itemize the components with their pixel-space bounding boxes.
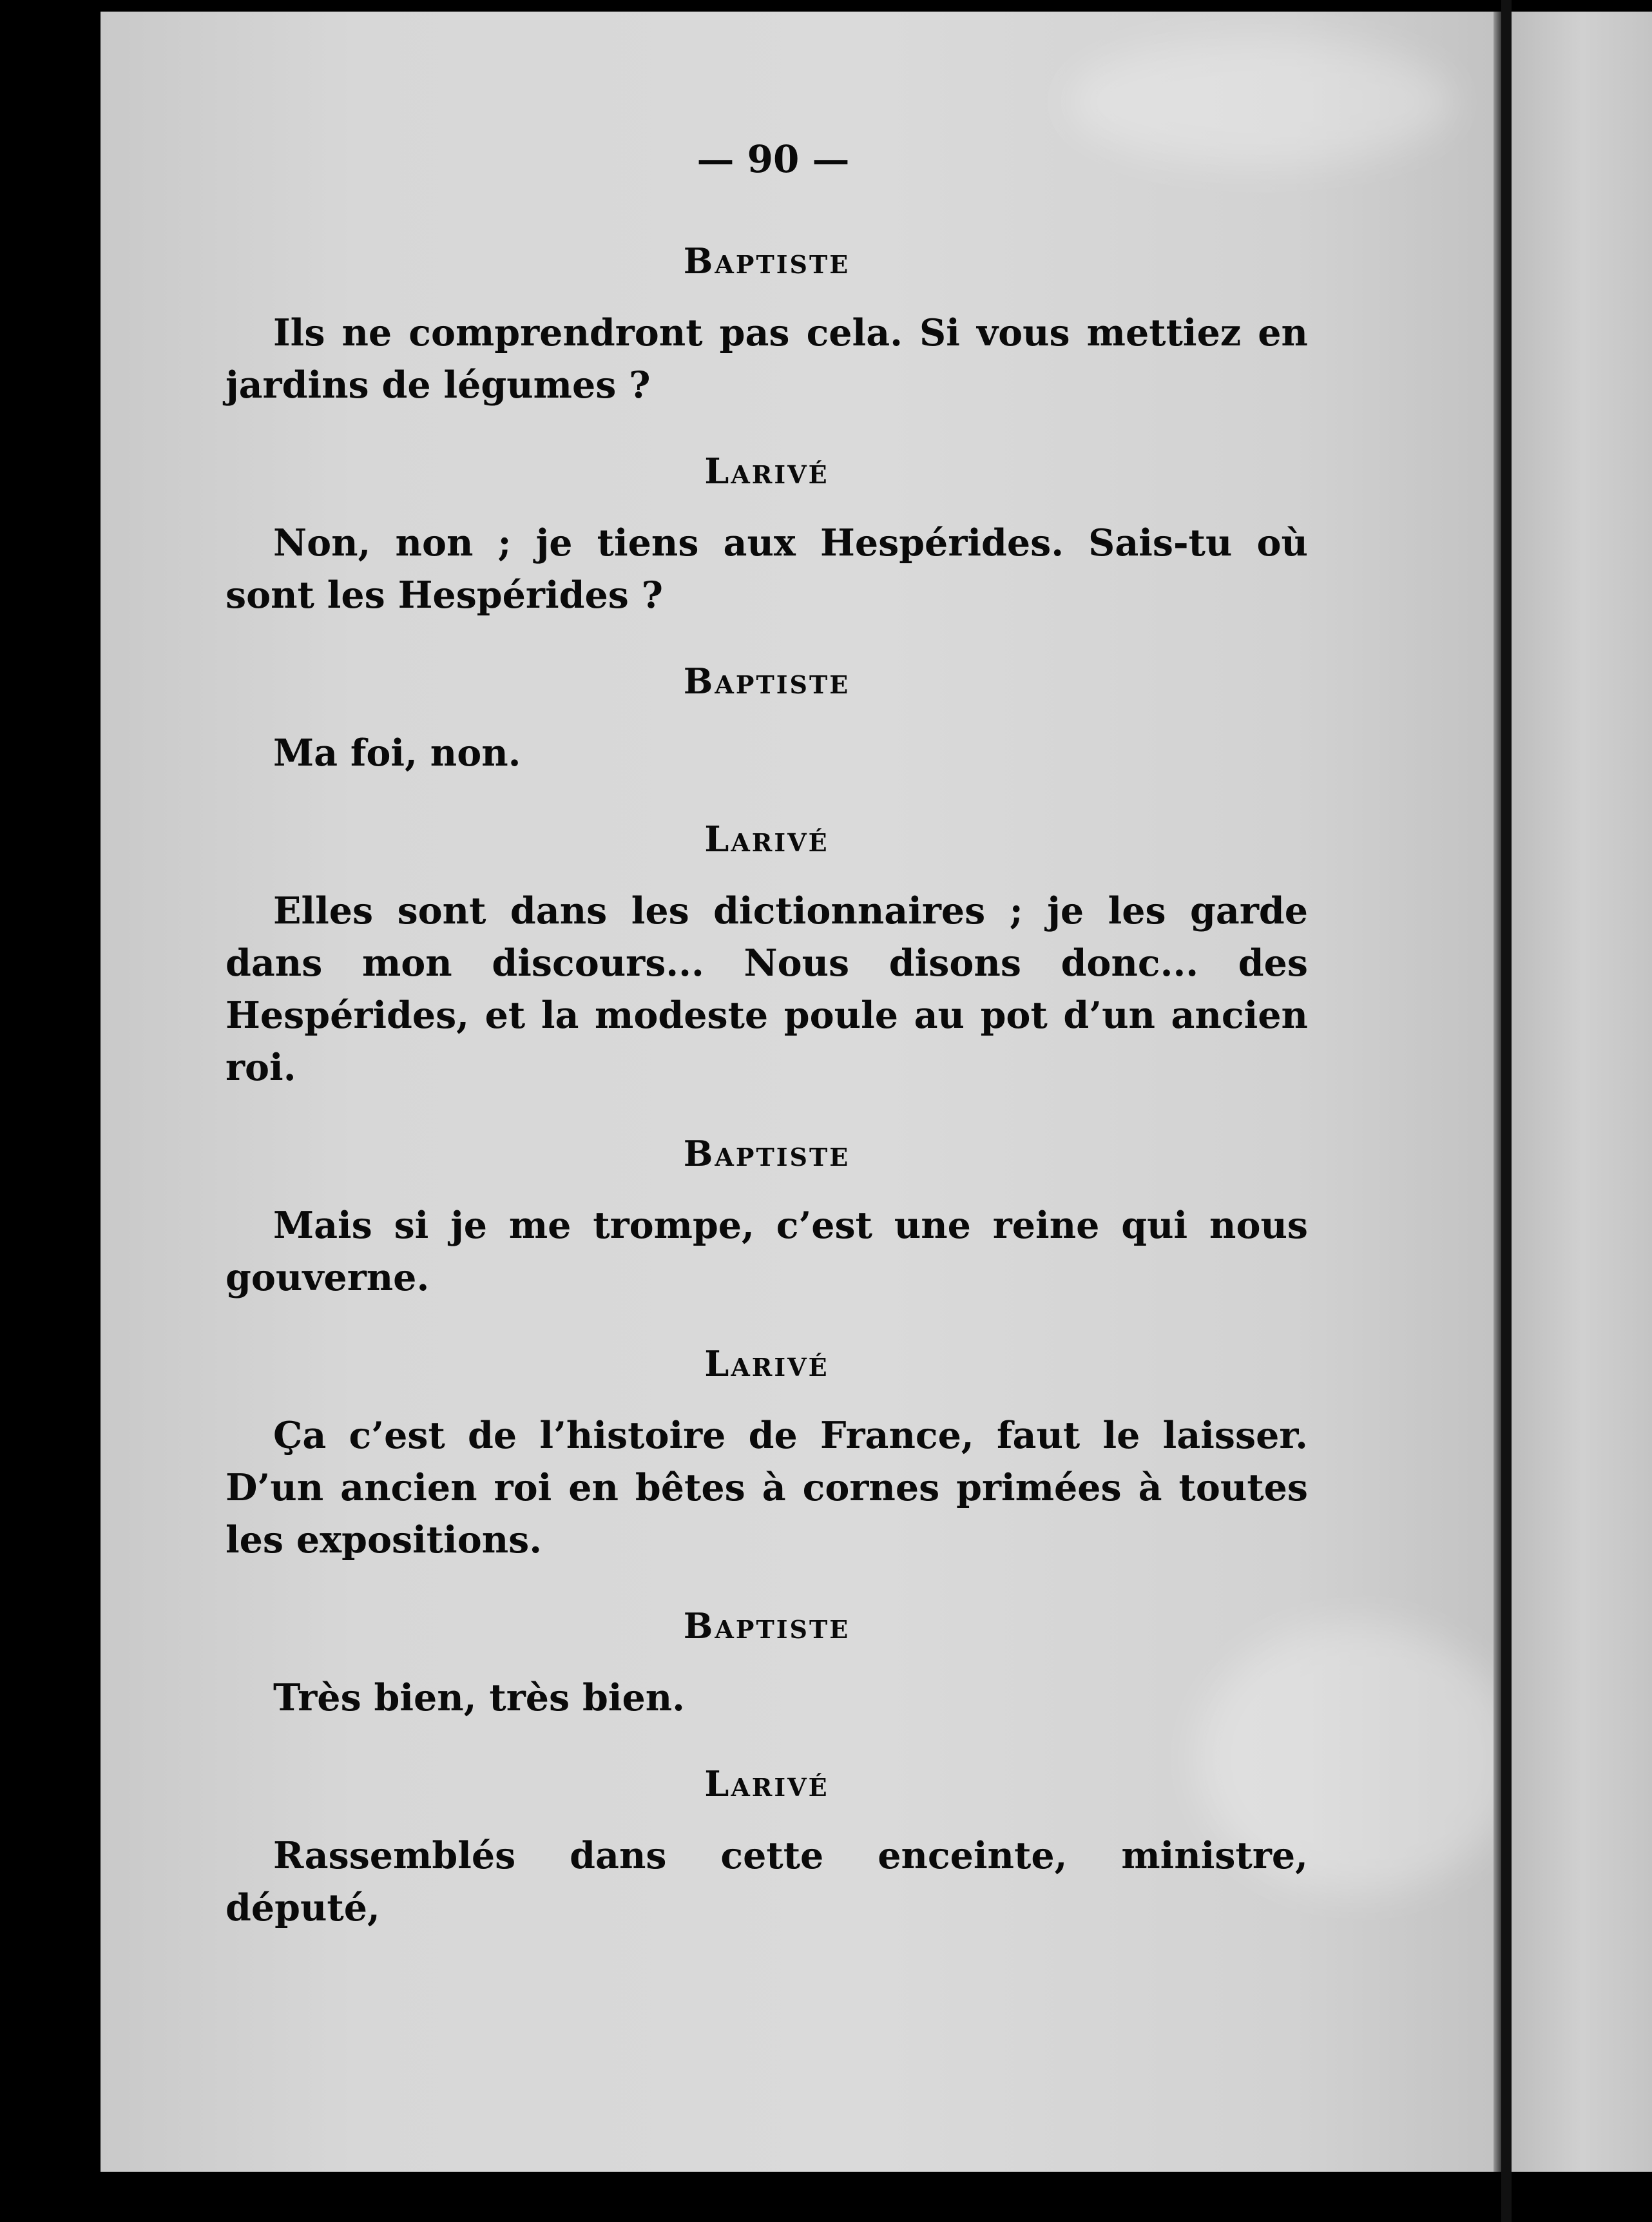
page-fold-shadow — [1494, 12, 1501, 2172]
speaker-name: Baptiste — [683, 240, 850, 282]
speaker-name: Larivé — [704, 1343, 829, 1384]
speaker-name: Baptiste — [683, 661, 850, 702]
book-gutter — [1501, 0, 1512, 2222]
speech-line: Rassemblés dans cette enceinte, ministre, député, — [226, 1834, 1308, 1929]
speaker-name: Larivé — [704, 450, 829, 492]
page-number: — 90 — — [696, 137, 850, 181]
speaker-name: Baptiste — [683, 1133, 850, 1174]
speech-line: Mais si je me trompe, c’est une reine qui nous gouverne. — [226, 1204, 1308, 1299]
facing-page-edge — [1512, 12, 1652, 2172]
speech-line: Elles sont dans les dictionnaires ; je les garde dans mon discours... Nous disons donc... des Hespérides, et la modeste poule au pot d’un ancien roi. — [226, 889, 1308, 1089]
speech-line: Ça c’est de l’histoire de France, faut le laisser. D’un ancien roi en bêtes à cornes primées à toutes les expositions. — [226, 1414, 1308, 1561]
speech-line: Très bien, très bien. — [273, 1676, 686, 1719]
speech-line: Ma foi, non. — [273, 731, 521, 775]
speaker-name: Baptiste — [683, 1605, 850, 1647]
speech-line: Non, non ; je tiens aux Hespérides. Sais-tu où sont les Hespérides ? — [226, 521, 1308, 617]
speech-line: Ils ne comprendront pas cela. Si vous mettiez en jardins de légumes ? — [226, 311, 1308, 407]
speaker-name: Larivé — [704, 1763, 829, 1804]
speaker-name: Larivé — [704, 818, 829, 860]
dialogue-text — [226, 135, 1308, 1971]
